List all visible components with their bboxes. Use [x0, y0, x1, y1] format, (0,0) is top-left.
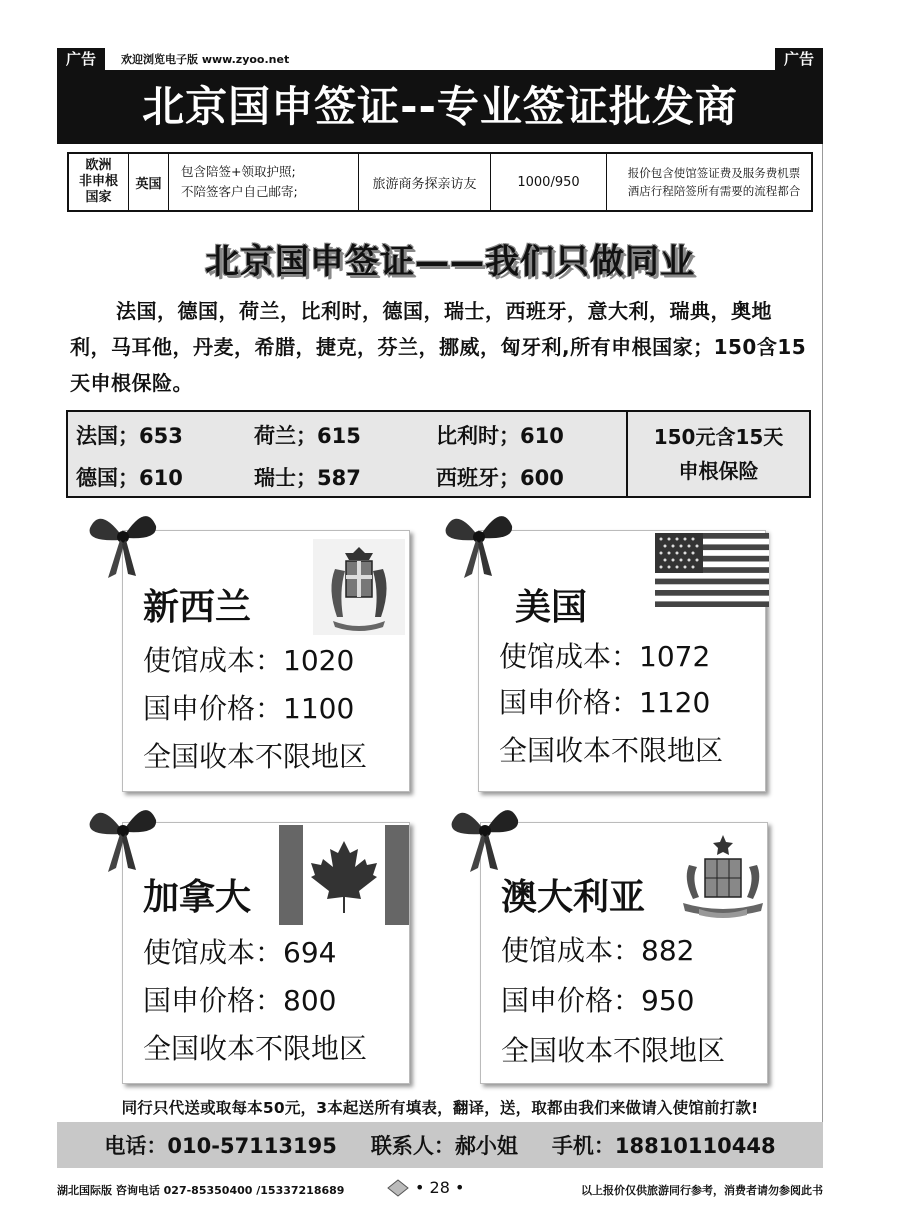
price-item: 瑞士；587 [254, 466, 361, 490]
footer-disclaimer: 以上报价仅供旅游同行参考，消费者请勿参阅此书 [581, 1184, 823, 1197]
country-card-canada [122, 822, 410, 1084]
contact-bar [57, 1122, 823, 1168]
headline: 北京国申签证——我们只做同业 [205, 242, 695, 282]
service-scope: 全国收本不限地区 [143, 740, 368, 773]
new-zealand-coat-of-arms-icon [313, 539, 405, 635]
canada-flag-icon [279, 825, 409, 925]
service-line: 包含陪签+领取护照; [181, 164, 296, 179]
ribbon-bow-icon [88, 796, 158, 876]
diamond-logo-icon [387, 1179, 409, 1197]
banner-title: 北京国申签证--专业签证批发商 [57, 70, 823, 144]
site-link-text[interactable]: 欢迎浏览电子版 www.zyoo.net [121, 53, 290, 66]
guoshen-price: 国申价格：1120 [499, 686, 711, 719]
note-line: 报价包含使馆签证费及服务费机票 [627, 166, 801, 180]
note-line: 酒店行程陪签所有需要的流程都合 [627, 184, 801, 198]
table-region-cell [69, 154, 129, 210]
guoshen-price: 国申价格：950 [501, 984, 695, 1017]
phone-number[interactable]: 电话：010-57113195 [104, 1134, 337, 1158]
schengen-country-paragraph: 法国，德国，荷兰，比利时，德国，瑞士，西班牙，意大利，瑞典，奥地利，马耳他，丹麦，希腊，捷克，芬兰，挪威，匈牙利,所有申根国家；150含15天申根保险。 [70, 299, 807, 395]
embassy-cost: 使馆成本：882 [501, 934, 695, 967]
price-item: 法国；653 [76, 424, 183, 448]
agency-service-note: 同行只代送或取每本50元，3本起送所有填表，翻译，送，取都由我们来做请入使馆前打款! [121, 1099, 759, 1117]
ad-tag-left: 广告 [57, 48, 105, 70]
uk-visa-table [67, 152, 813, 212]
insurance-note [628, 412, 809, 496]
price-item: 比利时；610 [436, 424, 564, 448]
country-card-new-zealand [122, 530, 410, 792]
table-country-cell: 英国 [129, 154, 169, 210]
country-name: 澳大利亚 [501, 877, 646, 918]
contact-person: 联系人：郝小姐 [370, 1134, 518, 1158]
price-grid [68, 412, 628, 496]
price-item: 荷兰；615 [254, 424, 361, 448]
service-line: 不陪签客户自己邮寄; [181, 184, 298, 199]
insurance-note-line: 申根保险 [678, 459, 759, 483]
footer-page-number [387, 1178, 464, 1197]
embassy-cost: 使馆成本：1020 [143, 644, 355, 677]
guoshen-price: 国申价格：1100 [143, 692, 355, 725]
page-number: • 28 • [415, 1178, 465, 1197]
region-line: 非申根 [78, 174, 118, 189]
country-name: 美国 [515, 587, 588, 628]
country-card-usa [478, 530, 766, 792]
region-line: 欧洲 [85, 158, 112, 173]
embassy-cost: 使馆成本：694 [143, 936, 337, 969]
ribbon-bow-icon [444, 502, 514, 582]
table-type-cell: 旅游商务探亲访友 [359, 154, 491, 210]
price-item: 德国；610 [76, 466, 183, 490]
top-strip [57, 48, 823, 70]
embassy-cost: 使馆成本：1072 [499, 640, 711, 673]
price-item: 西班牙；600 [436, 466, 564, 490]
guoshen-price: 国申价格：800 [143, 984, 337, 1017]
service-scope: 全国收本不限地区 [501, 1034, 726, 1067]
country-name: 加拿大 [143, 877, 252, 918]
table-service-cell [169, 154, 359, 210]
australia-coat-of-arms-icon [675, 829, 771, 925]
schengen-price-box [66, 410, 811, 498]
country-name: 新西兰 [143, 587, 252, 628]
service-scope: 全国收本不限地区 [499, 734, 724, 767]
mobile-number[interactable]: 手机：18810110448 [551, 1134, 776, 1158]
usa-flag-icon [655, 533, 769, 607]
country-card-australia [480, 822, 768, 1084]
region-line: 国家 [85, 190, 112, 205]
footer-edition-info: 湖北国际版 咨询电话 027-85350400 /15337218689 [57, 1184, 345, 1197]
service-scope: 全国收本不限地区 [143, 1032, 368, 1065]
table-price-cell: 1000/950 [491, 154, 607, 210]
ribbon-bow-icon [88, 502, 158, 582]
ribbon-bow-icon [450, 796, 520, 876]
insurance-note-line: 150元含15天 [653, 425, 784, 449]
page-footer [57, 1178, 823, 1200]
ad-tag-right: 广告 [775, 48, 823, 70]
table-note-cell [607, 154, 811, 210]
